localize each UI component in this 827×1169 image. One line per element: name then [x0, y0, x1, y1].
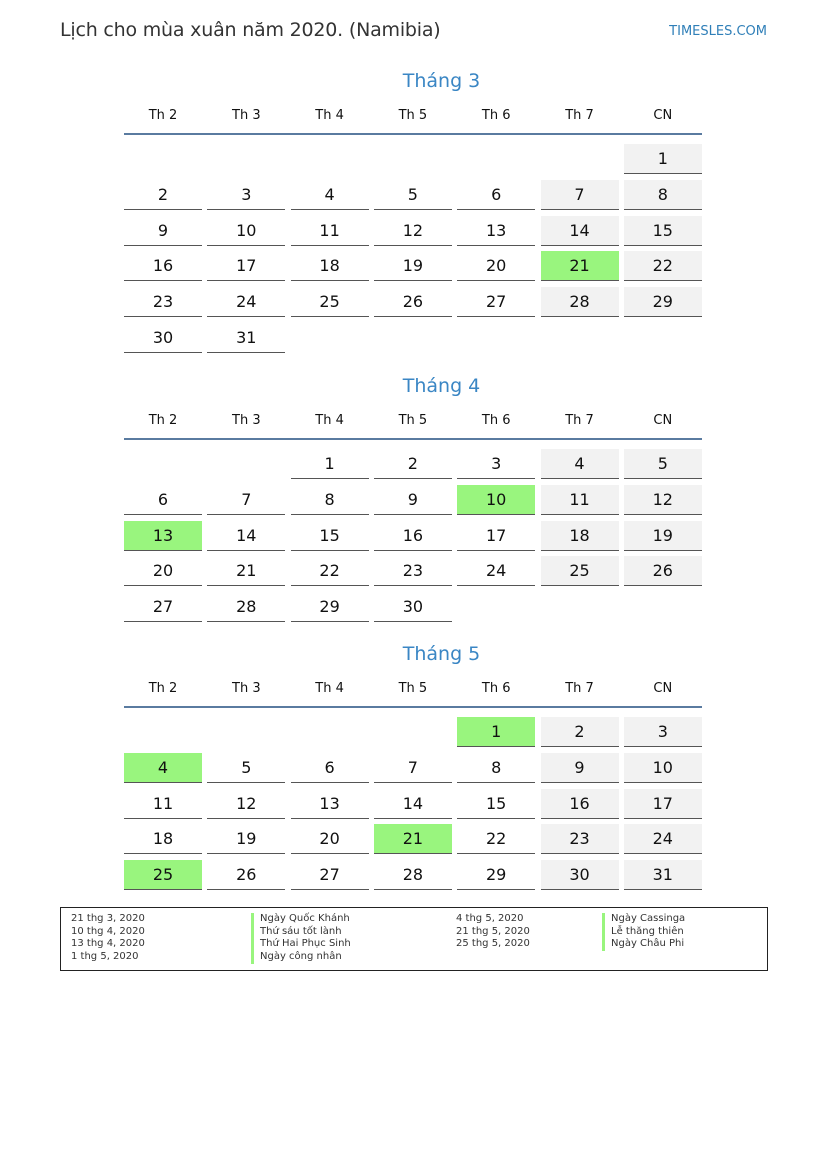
- weekday-label: CN: [653, 108, 673, 123]
- day-cell: 7: [207, 485, 285, 515]
- day-cell: 30: [124, 323, 202, 353]
- weekday-label: Th 2: [148, 108, 178, 123]
- day-cell: 14: [207, 521, 285, 551]
- day-cell: 27: [291, 860, 369, 890]
- day-cell: 18: [541, 521, 619, 551]
- day-cell: 20: [457, 251, 535, 281]
- legend-holiday-name: Ngày Quốc Khánh: [251, 913, 350, 926]
- weekday-label: Th 4: [315, 681, 344, 696]
- legend-date: 21 thg 5, 2020: [456, 925, 530, 937]
- month-title: Tháng 4: [402, 375, 481, 397]
- day-cell: 18: [124, 824, 202, 854]
- weekday-label: Th 3: [232, 681, 261, 696]
- header-divider: [124, 133, 702, 135]
- weekday-label: Th 7: [565, 413, 594, 428]
- day-cell: 2: [541, 717, 619, 747]
- day-cell: 26: [624, 556, 702, 586]
- day-cell: 25: [541, 556, 619, 586]
- day-cell: 30: [541, 860, 619, 890]
- weekday-label: CN: [653, 681, 673, 696]
- holiday-day-cell: 1: [457, 717, 535, 747]
- day-cell: 9: [374, 485, 452, 515]
- day-cell: 22: [624, 251, 702, 281]
- day-cell: 12: [207, 789, 285, 819]
- month-title: Tháng 3: [402, 70, 481, 92]
- legend-holiday-name: Ngày Cassinga: [602, 913, 685, 926]
- day-cell: 15: [457, 789, 535, 819]
- weekday-label: Th 6: [481, 681, 511, 696]
- day-cell: 17: [457, 521, 535, 551]
- day-cell: 6: [291, 753, 369, 783]
- legend-date: 4 thg 5, 2020: [456, 913, 524, 924]
- header-divider: [124, 706, 702, 708]
- day-cell: 2: [374, 449, 452, 479]
- day-cell: 16: [374, 521, 452, 551]
- day-cell: 19: [374, 251, 452, 281]
- legend-date: 21 thg 3, 2020: [71, 913, 145, 924]
- day-cell: 28: [207, 592, 285, 622]
- day-cell: 4: [541, 449, 619, 479]
- day-cell: 3: [457, 449, 535, 479]
- holiday-day-cell: 13: [124, 521, 202, 551]
- day-cell: 20: [291, 824, 369, 854]
- day-cell: 15: [624, 216, 702, 246]
- day-cell: 28: [541, 287, 619, 317]
- weekday-header: [124, 681, 702, 701]
- day-cell: 19: [207, 824, 285, 854]
- day-cell: 11: [541, 485, 619, 515]
- day-cell: 21: [207, 556, 285, 586]
- legend-holiday-name: Thứ Hai Phục Sinh: [251, 938, 351, 951]
- day-cell: 23: [374, 556, 452, 586]
- weekday-label: Th 3: [232, 108, 261, 123]
- legend-date: 1 thg 5, 2020: [71, 951, 139, 963]
- day-cell: 28: [374, 860, 452, 890]
- day-cell: 8: [457, 753, 535, 783]
- day-cell: 17: [624, 789, 702, 819]
- day-cell: 10: [207, 216, 285, 246]
- holiday-day-cell: 4: [124, 753, 202, 783]
- weekday-label: Th 5: [398, 108, 428, 123]
- weekday-label: Th 4: [315, 108, 344, 123]
- day-cell: 24: [624, 824, 702, 854]
- day-cell: 22: [457, 824, 535, 854]
- day-cell: 11: [124, 789, 202, 819]
- day-cell: 15: [291, 521, 369, 551]
- day-cell: 8: [624, 180, 702, 210]
- weekday-label: Th 2: [148, 681, 178, 696]
- site-link[interactable]: TIMESLES.COM: [669, 24, 767, 39]
- day-cell: 23: [124, 287, 202, 317]
- weekday-label: Th 6: [481, 108, 511, 123]
- day-cell: 5: [374, 180, 452, 210]
- weekday-label: Th 7: [565, 681, 594, 696]
- weekday-label: Th 6: [481, 413, 511, 428]
- day-cell: 7: [374, 753, 452, 783]
- weekday-header: [124, 413, 702, 433]
- legend-date: 25 thg 5, 2020: [456, 938, 530, 950]
- header-divider: [124, 438, 702, 440]
- day-cell: 18: [291, 251, 369, 281]
- day-cell: 23: [541, 824, 619, 854]
- legend-holiday-name: Lễ thăng thiên: [602, 926, 684, 939]
- weekday-label: Th 2: [148, 413, 178, 428]
- weekday-label: Th 5: [398, 681, 428, 696]
- weekday-label: CN: [653, 413, 673, 428]
- day-cell: 10: [624, 753, 702, 783]
- day-cell: 30: [374, 592, 452, 622]
- legend-holiday-name: Ngày Châu Phi: [602, 938, 684, 951]
- day-cell: 31: [207, 323, 285, 353]
- day-cell: 9: [541, 753, 619, 783]
- day-cell: 2: [124, 180, 202, 210]
- day-cell: 16: [541, 789, 619, 819]
- weekday-label: Th 5: [398, 413, 428, 428]
- holiday-day-cell: 25: [124, 860, 202, 890]
- day-cell: 12: [374, 216, 452, 246]
- day-cell: 5: [207, 753, 285, 783]
- day-cell: 22: [291, 556, 369, 586]
- legend-date: 13 thg 4, 2020: [71, 938, 145, 950]
- day-cell: 26: [207, 860, 285, 890]
- day-cell: 8: [291, 485, 369, 515]
- day-cell: 31: [624, 860, 702, 890]
- weekday-label: Th 3: [232, 413, 261, 428]
- weekday-label: Th 4: [315, 413, 344, 428]
- day-cell: 7: [541, 180, 619, 210]
- legend-holiday-name: Ngày công nhân: [251, 951, 342, 964]
- day-cell: 5: [624, 449, 702, 479]
- day-cell: 27: [457, 287, 535, 317]
- day-cell: 4: [291, 180, 369, 210]
- legend-date: 10 thg 4, 2020: [71, 925, 145, 937]
- day-cell: 24: [207, 287, 285, 317]
- holiday-day-cell: 10: [457, 485, 535, 515]
- day-cell: 3: [624, 717, 702, 747]
- day-cell: 27: [124, 592, 202, 622]
- holiday-day-cell: 21: [541, 251, 619, 281]
- legend-holiday-name: Thứ sáu tốt lành: [251, 926, 342, 939]
- day-cell: 13: [457, 216, 535, 246]
- day-cell: 29: [291, 592, 369, 622]
- holiday-legend: [60, 907, 768, 971]
- day-cell: 20: [124, 556, 202, 586]
- month-title: Tháng 5: [402, 643, 481, 665]
- weekday-header: [124, 108, 702, 128]
- day-cell: 14: [541, 216, 619, 246]
- day-cell: 29: [624, 287, 702, 317]
- day-cell: 14: [374, 789, 452, 819]
- day-cell: 16: [124, 251, 202, 281]
- day-cell: 11: [291, 216, 369, 246]
- day-cell: 6: [457, 180, 535, 210]
- day-cell: 13: [291, 789, 369, 819]
- day-cell: 9: [124, 216, 202, 246]
- day-cell: 1: [291, 449, 369, 479]
- day-cell: 6: [124, 485, 202, 515]
- day-cell: 3: [207, 180, 285, 210]
- day-cell: 29: [457, 860, 535, 890]
- weekday-label: Th 7: [565, 108, 594, 123]
- day-cell: 12: [624, 485, 702, 515]
- day-cell: 1: [624, 144, 702, 174]
- day-cell: 24: [457, 556, 535, 586]
- day-cell: 25: [291, 287, 369, 317]
- page-title: Lịch cho mùa xuân năm 2020. (Namibia): [60, 19, 441, 41]
- holiday-day-cell: 21: [374, 824, 452, 854]
- day-cell: 17: [207, 251, 285, 281]
- day-cell: 26: [374, 287, 452, 317]
- day-cell: 19: [624, 521, 702, 551]
